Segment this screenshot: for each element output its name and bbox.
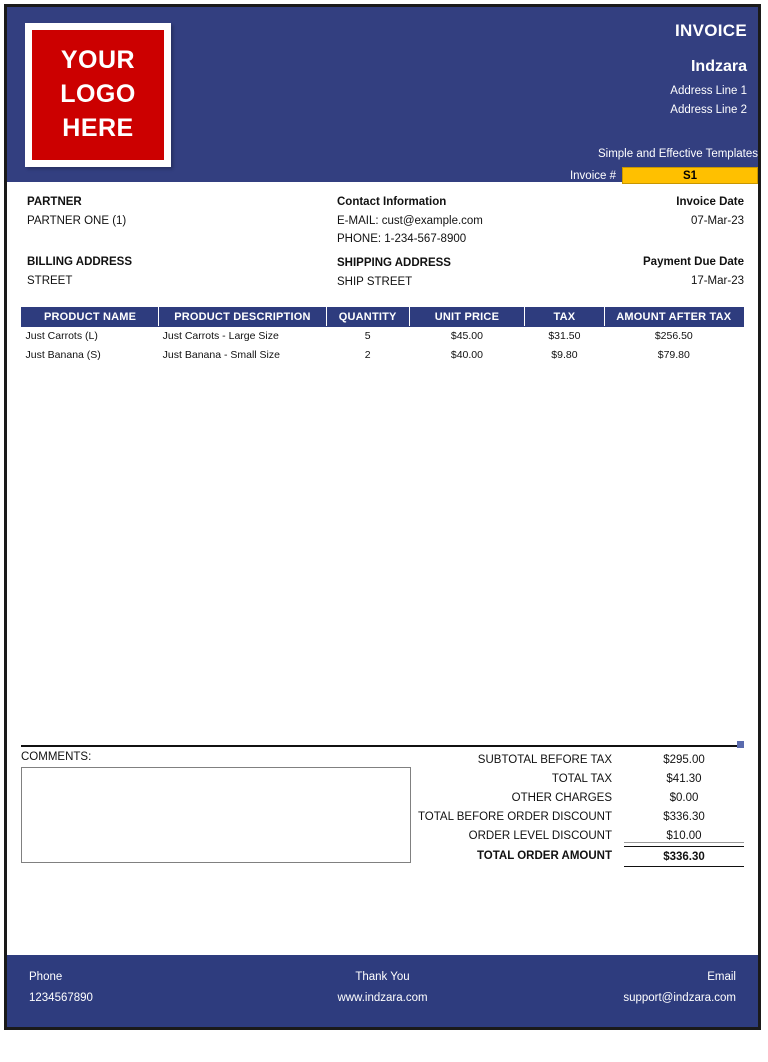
logo-line-1: YOUR <box>60 46 136 75</box>
cell-unit-price: $40.00 <box>450 349 483 361</box>
line-items-header-row <box>22 308 744 327</box>
comments-label: COMMENTS: <box>21 750 92 763</box>
order-level-discount-label: ORDER LEVEL DISCOUNT <box>468 830 612 842</box>
company-name: Indzara <box>690 58 747 75</box>
company-address-line-1: Address Line 1 <box>670 85 747 97</box>
summary-section <box>21 745 744 883</box>
logo-line-3: HERE <box>62 113 134 142</box>
cell-tax: $31.50 <box>548 330 581 343</box>
partner-label: PARTNER <box>27 196 82 208</box>
logo-inner-red-box <box>32 30 164 160</box>
other-charges-label: OTHER CHARGES <box>511 792 612 804</box>
comments-input[interactable] <box>21 767 411 863</box>
cell-quantity: 2 <box>364 349 371 361</box>
footer-thanks-label: Thank You <box>355 971 410 983</box>
billing-address-label: BILLING ADDRESS <box>27 255 132 268</box>
totals-row-total-order-amount <box>384 846 744 867</box>
invoice-title: INVOICE <box>674 21 747 40</box>
column-header-product-name[interactable]: PRODUCT NAME <box>22 308 159 327</box>
order-level-discount-value[interactable]: $10.00 <box>624 830 744 843</box>
invoice-date-value[interactable]: 07-Mar-23 <box>690 215 744 227</box>
footer-email-label: Email <box>707 971 736 983</box>
column-header-product-description[interactable]: PRODUCT DESCRIPTION <box>159 308 327 327</box>
totals-block <box>384 751 744 867</box>
totals-row-subtotal-before-tax <box>384 751 744 770</box>
total-tax-label: TOTAL TAX <box>551 773 612 785</box>
header-right-block <box>327 21 747 120</box>
invoice-number-label: Invoice # <box>569 169 616 182</box>
totals-row-other-charges <box>384 789 744 808</box>
company-tagline: Simple and Effective Templates <box>597 148 758 160</box>
footer-website-link[interactable]: www.indzara.com <box>337 992 428 1004</box>
invoice-header-band <box>7 7 758 182</box>
totals-row-total-tax <box>384 770 744 789</box>
shipping-address-label: SHIPPING ADDRESS <box>337 256 451 269</box>
table-row[interactable] <box>22 346 744 365</box>
party-meta-section <box>7 182 758 307</box>
line-items-table <box>21 307 744 365</box>
subtotal-before-tax-label: SUBTOTAL BEFORE TAX <box>477 754 612 766</box>
resize-handle-icon[interactable] <box>737 741 744 748</box>
cell-amount-after-tax: $79.80 <box>657 349 690 361</box>
totals-row-total-before-order-discount <box>384 808 744 827</box>
table-row[interactable] <box>22 327 744 346</box>
company-logo-placeholder[interactable] <box>25 23 171 167</box>
company-address-line-2: Address Line 2 <box>670 103 747 116</box>
invoice-meta-column <box>464 196 744 291</box>
cell-unit-price: $45.00 <box>450 330 483 343</box>
cell-product-description: Just Carrots - Large Size <box>162 330 279 343</box>
column-header-tax[interactable]: TAX <box>525 308 604 327</box>
invoice-date-label: Invoice Date <box>676 196 744 208</box>
total-before-order-discount-label: TOTAL BEFORE ORDER DISCOUNT <box>417 811 612 823</box>
footer-email-column <box>623 971 736 1004</box>
contact-email[interactable]: E-MAIL: cust@example.com <box>337 215 483 227</box>
summary-divider <box>21 745 744 747</box>
contact-phone[interactable]: PHONE: 1-234-567-8900 <box>337 232 467 245</box>
cell-product-description: Just Banana - Small Size <box>162 349 280 361</box>
total-tax-value: $41.30 <box>666 773 702 785</box>
partner-value[interactable]: PARTNER ONE (1) <box>27 215 127 227</box>
footer-email-value[interactable]: support@indzara.com <box>623 992 736 1004</box>
totals-row-order-level-discount <box>384 827 744 846</box>
contact-information-label: Contact Information <box>337 196 447 208</box>
footer-phone-label: Phone <box>29 971 63 983</box>
invoice-footer-band <box>7 955 758 1027</box>
footer-phone-value[interactable]: 1234567890 <box>29 992 93 1004</box>
comments-block <box>21 751 411 863</box>
spacer <box>27 231 327 256</box>
cell-quantity: 5 <box>364 330 371 343</box>
total-order-amount-value: $336.30 <box>624 846 744 867</box>
total-order-amount-label: TOTAL ORDER AMOUNT <box>476 850 612 862</box>
logo-line-2: LOGO <box>60 80 136 109</box>
cell-tax: $9.80 <box>551 349 578 361</box>
invoice-document <box>4 4 761 1030</box>
cell-amount-after-tax: $256.50 <box>654 330 693 343</box>
partner-column <box>27 196 327 291</box>
payment-due-date-label: Payment Due Date <box>643 255 744 268</box>
other-charges-value[interactable]: $0.00 <box>669 792 699 804</box>
subtotal-before-tax-value: $295.00 <box>663 754 705 766</box>
column-header-quantity[interactable]: QUANTITY <box>326 308 409 327</box>
cell-product-name: Just Banana (S) <box>25 349 101 361</box>
payment-due-date-value[interactable]: 17-Mar-23 <box>690 274 744 287</box>
spacer <box>464 231 744 256</box>
billing-address-value[interactable]: STREET <box>27 274 73 287</box>
column-header-amount-after-tax[interactable]: AMOUNT AFTER TAX <box>604 308 743 327</box>
line-items-area <box>21 307 744 745</box>
total-before-order-discount-value: $336.30 <box>663 811 705 823</box>
cell-product-name: Just Carrots (L) <box>25 330 98 343</box>
invoice-number-field[interactable]: S1 <box>622 167 758 184</box>
column-header-unit-price[interactable]: UNIT PRICE <box>409 308 525 327</box>
line-items-empty-space[interactable] <box>21 365 744 745</box>
shipping-address-value[interactable]: SHIP STREET <box>337 275 413 288</box>
